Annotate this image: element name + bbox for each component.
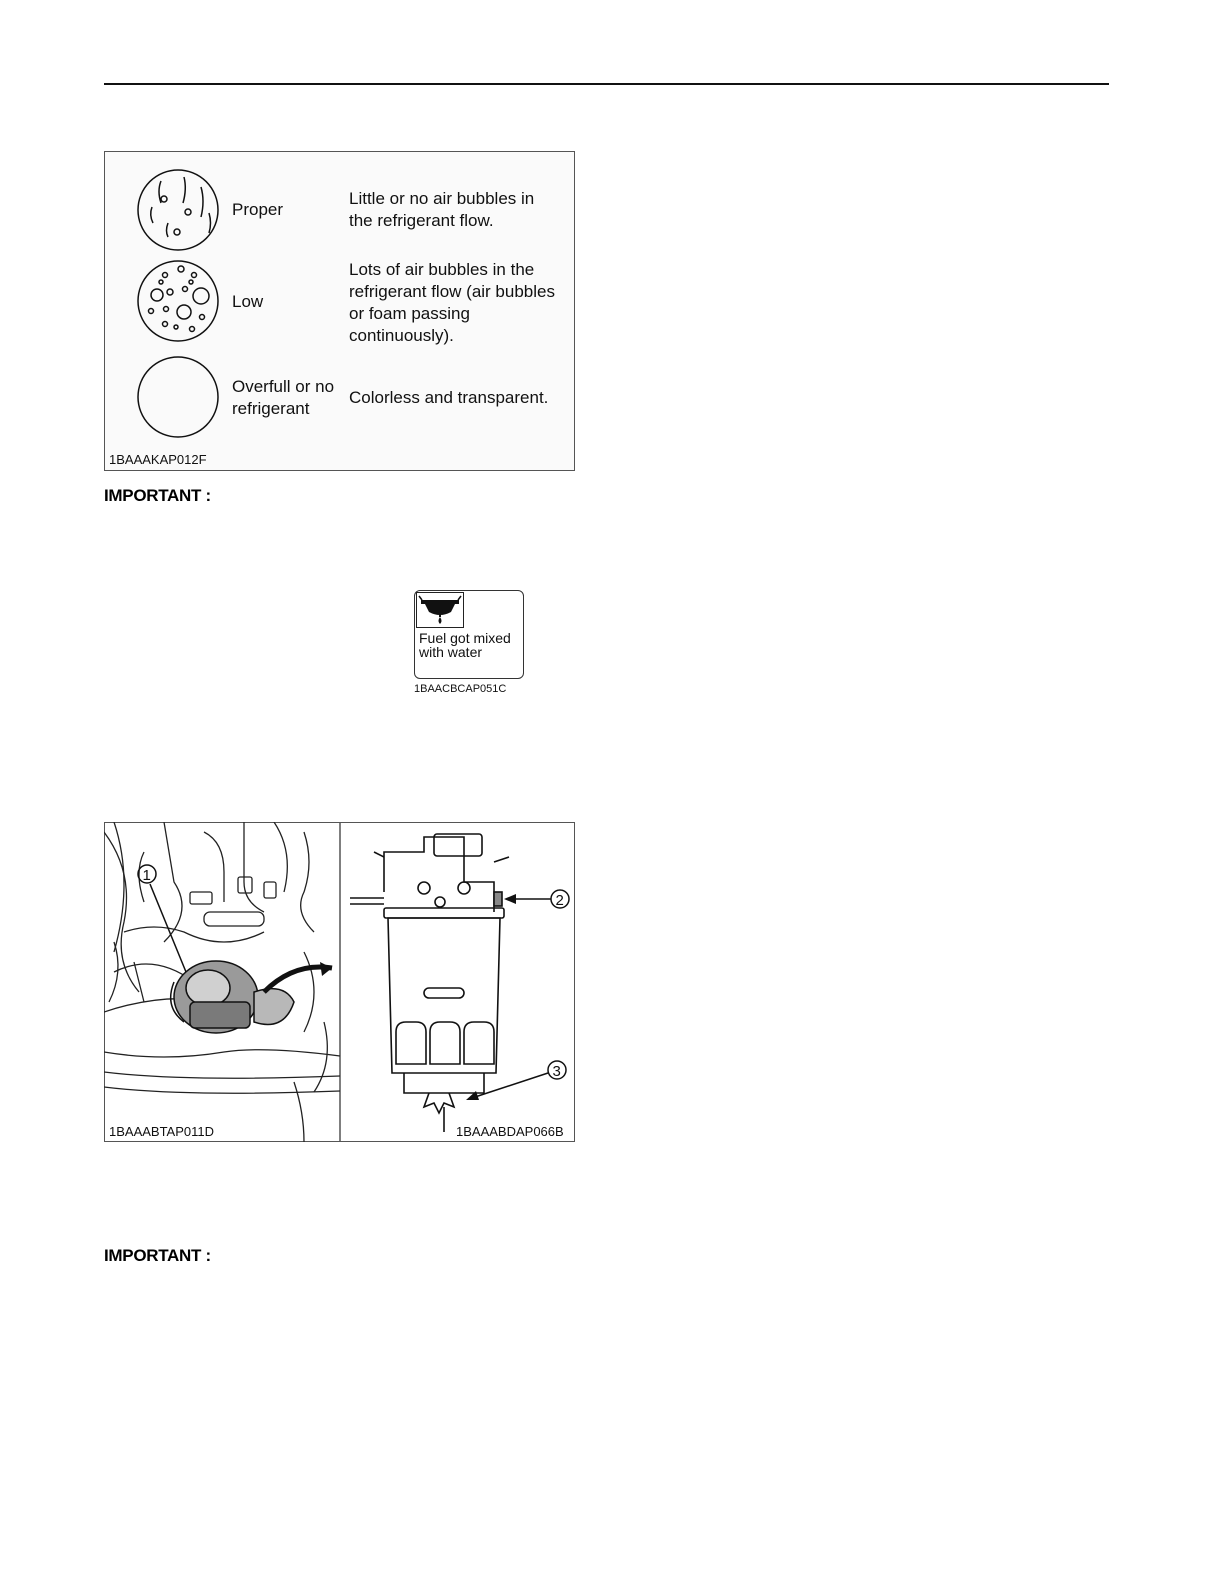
callout-2-number: 2: [555, 892, 564, 909]
description-line: Little or no air bubbles in: [349, 189, 535, 208]
figure-code-right: 1BAAABDAP066B: [456, 1124, 564, 1139]
warning-line: with water: [419, 644, 483, 660]
fuel-filter-assembly: [171, 961, 294, 1033]
description-line: Lots of air bubbles in the: [349, 260, 535, 279]
state-low-description: [349, 259, 555, 347]
fuel-water-separator-icon: [416, 592, 464, 628]
warning-line: Fuel got mixed: [419, 630, 511, 646]
proper-sight-glass-icon: [138, 170, 218, 250]
state-label-line: refrigerant: [232, 399, 310, 418]
state-label-line: Overfull or no: [232, 377, 335, 396]
fuel-filter-diagram: [350, 834, 509, 1132]
description-line: or foam passing: [349, 304, 470, 323]
description-line: continuously).: [349, 326, 454, 345]
state-low-label: Low: [232, 292, 264, 311]
important-heading: IMPORTANT :: [104, 486, 211, 505]
header-rule: [104, 83, 1109, 85]
figure-code-left: 1BAAABTAP011D: [109, 1124, 215, 1139]
fuel-warning-text: [419, 631, 511, 659]
state-proper-label: Proper: [232, 200, 284, 219]
description-line: the refrigerant flow.: [349, 211, 494, 230]
description-line: refrigerant flow (air bubbles: [349, 282, 555, 301]
low-sight-glass-icon: [138, 261, 218, 341]
state-overfull-description: [349, 387, 548, 409]
important-heading: IMPORTANT :: [104, 1246, 211, 1265]
figure-code: 1BAACBCAP051C: [414, 683, 507, 695]
state-proper-description: [349, 188, 534, 232]
description-line: Colorless and transparent.: [349, 388, 549, 407]
callout-3-number: 3: [552, 1063, 561, 1080]
figure-code: 1BAAAKAP012F: [109, 452, 207, 467]
callout-1-number: 1: [142, 867, 151, 884]
state-overfull-label: [232, 376, 334, 420]
overfull-sight-glass-icon: [138, 357, 218, 437]
fuel-filter-illustration: [104, 822, 575, 1142]
